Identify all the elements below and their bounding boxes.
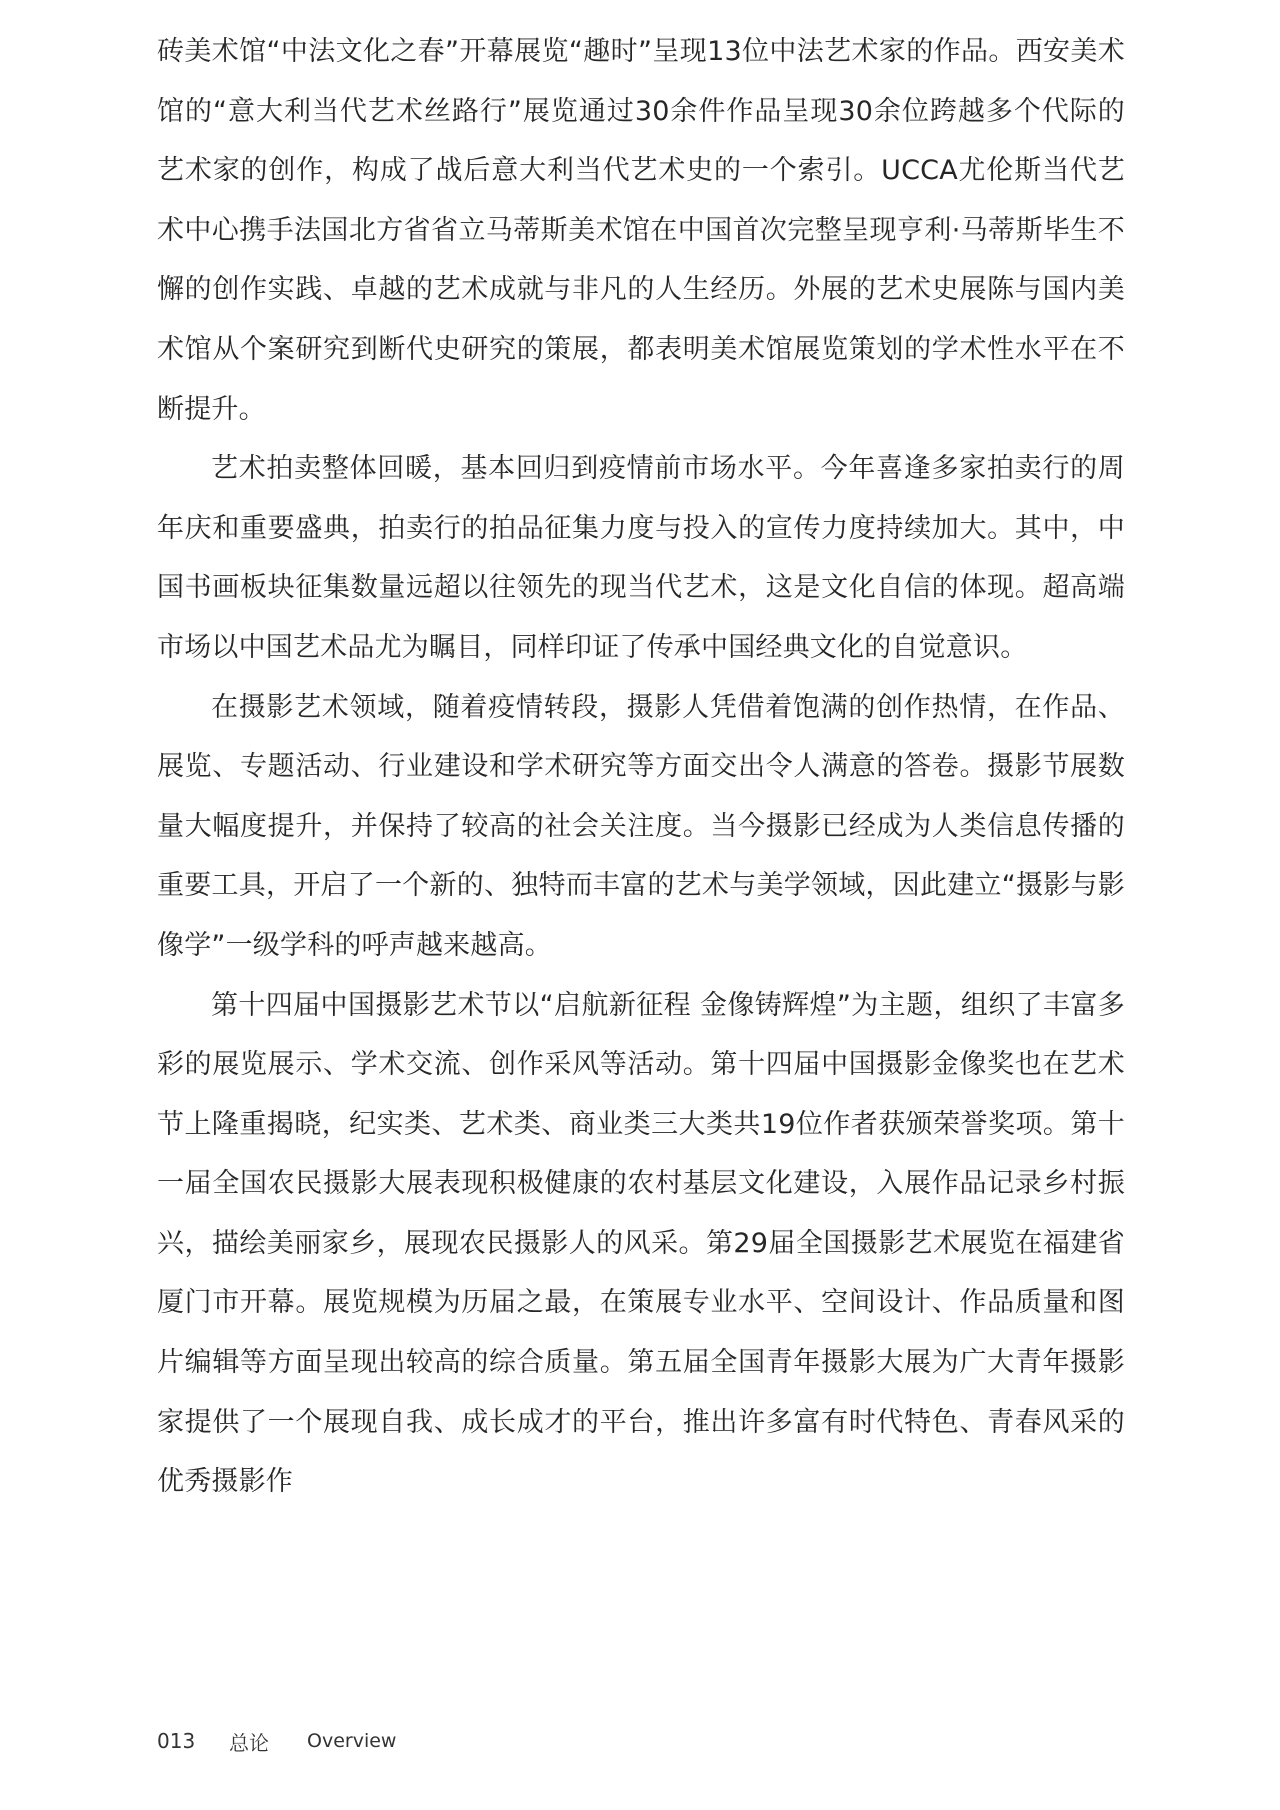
body-paragraph-3: 在摄影艺术领域，随着疫情转段，摄影人凭借着饱满的创作热情，在作品、展览、专题活动、行业建设和学术研究等方面交出令人满意的答卷。摄影节展数量大幅度提升，并保持了较高的社会关注度。当今摄影已经成为人类信息传播的重要工具，开启了一个新的、独特而丰富的艺术与美学领域，因此建立“摄影与影像学”一级学科的呼声越来越高。: [157, 691, 1125, 961]
body-paragraph-2: 艺术拍卖整体回暖，基本回归到疫情前市场水平。今年喜逢多家拍卖行的周年庆和重要盛典，拍卖行的拍品征集力度与投入的宣传力度持续加大。其中，中国书画板块征集数量远超以往领先的现当代艺术，这是文化自信的体现。超高端市场以中国艺术品尤为瞩目，同样印证了传承中国经典文化的自觉意识。: [157, 453, 1125, 663]
section-title-english: Overview: [307, 1730, 397, 1752]
page-body: [157, 22, 1125, 1512]
body-paragraph-4: 第十四届中国摄影艺术节以“启航新征程 金像铸辉煌”为主题，组织了丰富多彩的展览展示、学术交流、创作采风等活动。第十四届中国摄影金像奖也在艺术节上隆重揭晓，纪实类、艺术类、商业类三大类共19位作者获颁荣誉奖项。第十一届全国农民摄影大展表现积极健康的农村基层文化建设，入展作品记录乡村振兴，描绘美丽家乡，展现农民摄影人的风采。第29届全国摄影艺术展览在福建省厦门市开幕。展览规模为历届之最，在策展专业水平、空间设计、作品质量和图片编辑等方面呈现出较高的综合质量。第五届全国青年摄影大展为广大青年摄影家提供了一个展现自我、成长成才的平台，推出许多富有时代特色、青春风采的优秀摄影作: [157, 989, 1125, 1498]
body-paragraph-1: 砖美术馆“中法文化之春”开幕展览“趣时”呈现13位中法艺术家的作品。西安美术馆的“意大利当代艺术丝路行”展览通过30余件作品呈现30余位跨越多个代际的艺术家的创作，构成了战后意大利当代艺术史的一个索引。UCCA尤伦斯当代艺术中心携手法国北方省省立马蒂斯美术馆在中国首次完整呈现亨利·马蒂斯毕生不懈的创作实践、卓越的艺术成就与非凡的人生经历。外展的艺术史展陈与国内美术馆从个案研究到断代史研究的策展，都表明美术馆展览策划的学术性水平在不断提升。: [157, 36, 1125, 425]
page-footer: [157, 1726, 396, 1756]
page-number: 013: [157, 1729, 196, 1753]
section-title-chinese: 总论: [229, 1730, 269, 1755]
